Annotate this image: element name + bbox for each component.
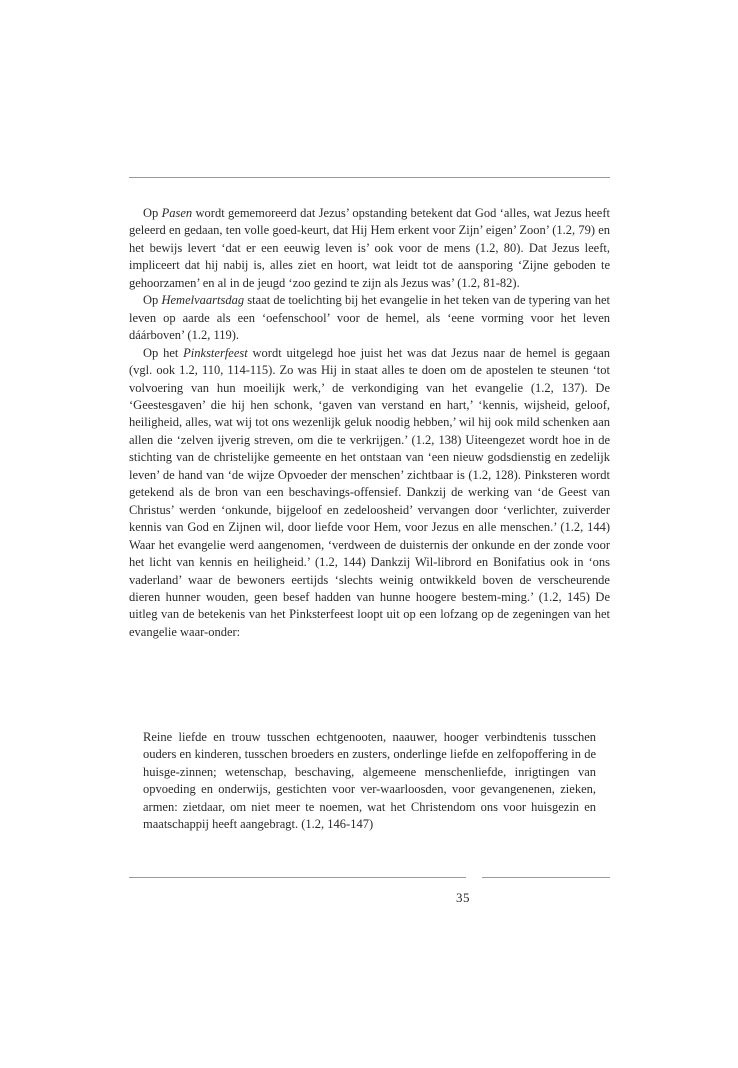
top-rule xyxy=(129,177,610,178)
paragraph-text: wordt gememoreerd dat Jezus’ opstanding betekent dat God ‘alles, wat Jezus heeft geleerd en gedaan, ten volle goed-keurt, dat Hij Hem erkent voor Zijn’ eigen’ Zoon’ (1.2, 79) en het bewijs levert ‘dat er een eeuwig leven is’ ook voor de mens (1.2, 80). Dat Jezus leeft, impliceert dat hij nabij is, alles ziet en hoort, wat leidt tot de aansporing ‘Zijne geboden te gehoorzamen’ en al in de jeugd ‘zoo gezind te zijn als Jezus was’ (1.2, 81-82). xyxy=(129,206,610,290)
paragraph-text: Op xyxy=(143,293,162,308)
paragraph-pinksteren xyxy=(129,345,610,642)
paragraph-emphasis: Pasen xyxy=(161,206,193,220)
paragraph-text: Op xyxy=(143,206,162,220)
footer-rule-right xyxy=(482,877,610,878)
page-number: 35 xyxy=(456,890,470,905)
paragraph-text: wordt uitgelegd hoe juist het was dat Jezus naar de hemel is gegaan (vgl. ook 1.2, 110, 114-115). Zo was Hij in staat alles te doen om de apostelen te steunen ‘tot volvoering van hun moeilijk werk,’ de verkondiging van het evangelie (1.2, 137). De ‘Geestesgaven’ die hij hen schonk, ‘gaven van verstand en hart,’ ‘kennis, wijsheid, geloof, heiligheid, alles, wat wij tot ons wezenlijk geluk noodig hebben,’ wil hij ook mild schenken aan allen die ‘zelven ijverig streven, om die te verkrijgen.’ (1.2, 138) Uiteengezet wordt hoe in de stichting van de christelijke gemeente en het ontstaan van ‘een nieuw godsdienstig en zedelijk leven’ de hand van ‘de wijze Opvoeder der menschen’ zichtbaar is (1.2, 128). Pinksteren wordt getekend als de bron van een beschavings-offensief. Dankzij de werking van ‘de Geest van Christus’ werden ‘onkunde, bijgeloof en zedeloosheid’ vervangen door ‘verlichter, zuiverder kennis van God en Zijnen wil, door liefde voor Hem, voor Jezus en alle menschen.’ (1.2, 144) Waar het evangelie werd aangenomen, ‘verdween de duisternis der onkunde en der zonde voor het licht van kennis en heiligheid.’ (1.2, 144) Dankzij Wil-librord en Bonifatius ook in ‘ons vaderland’ waar de bewoners eertijds ‘slechts weinig ontwikkeld boven de verscheurende dieren hunner wouden, geen besef hadden van hunne hoogere bestem-ming.’ (1.2, 145) De uitleg van de betekenis van het Pinksterfeest loopt uit op een lofzang op de zegeningen van het evangelie waar-onder: xyxy=(129,345,610,639)
body-text xyxy=(129,205,610,641)
paragraph-emphasis: Hemelvaartsdag xyxy=(161,293,245,308)
paragraph-emphasis: Pinksterfeest xyxy=(183,345,248,360)
paragraph-hemelvaart xyxy=(129,292,610,344)
block-quote: Reine liefde en trouw tusschen echtgenooten, naauwer, hooger verbindtenis tusschen ouders en kinderen, tusschen broeders en zusters, onderlinge liefde en zelfopoffering in de huisge-zinnen; wetenschap, beschaving, algemeene menschenliefde, inrigtingen van opvoeding en onderwijs, gestichten voor ver-waarloosden, voor gevangenenen, zieken, armen: zietdaar, om niet meer te noemen, wat het Christendom ons voor huisgezin en maatschappij heeft aangebragt. (1.2, 146-147) xyxy=(143,730,596,832)
paragraph-pasen xyxy=(129,205,610,292)
footer-rule-left xyxy=(129,877,466,878)
paragraph-text: staat de toelichting bij het evangelie in het teken van de typering van het leven op aarde als een ‘oefenschool’ voor de hemel, als ‘eene vorming voor het leven dáárboven’ (1.2, 119). xyxy=(129,293,611,343)
paragraph-text: Op het xyxy=(143,345,184,360)
